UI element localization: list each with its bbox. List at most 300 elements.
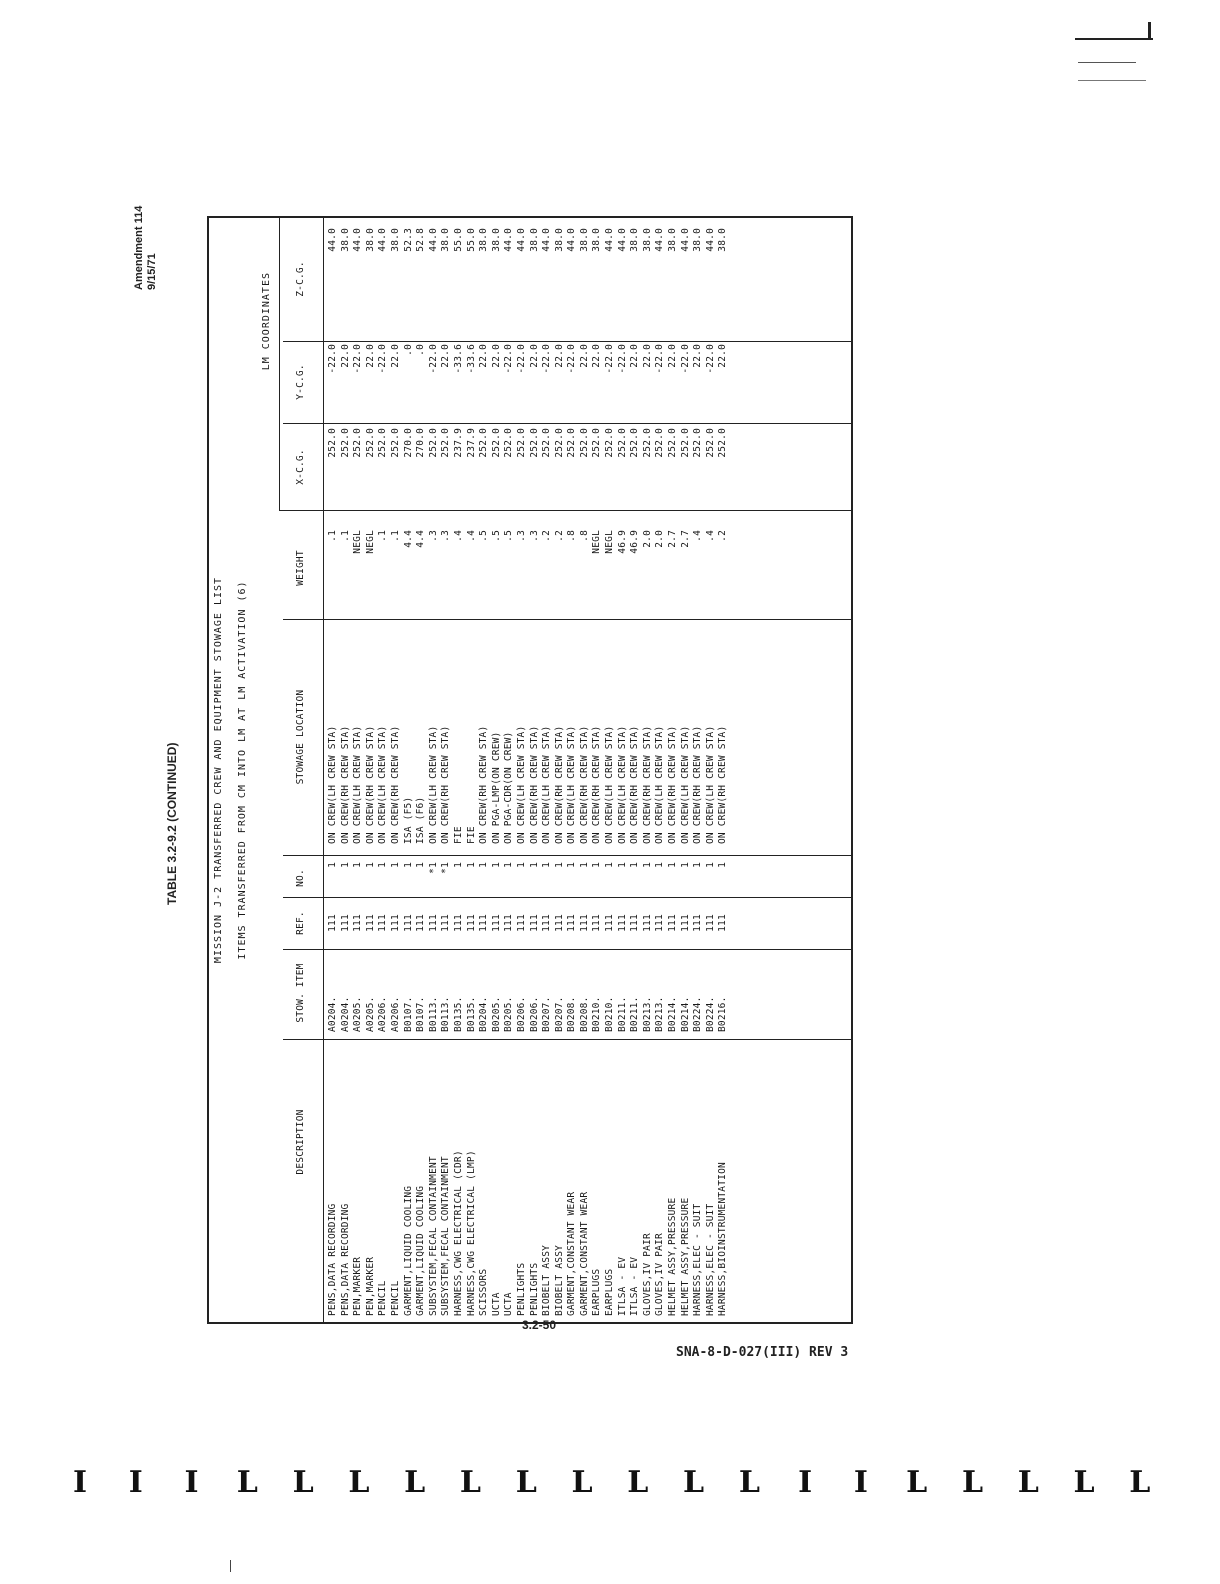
row-x-cg: 252.0: [566, 428, 578, 458]
edge-mark: L: [1017, 1464, 1039, 1500]
row-y-cg: -22.0: [616, 344, 628, 374]
row-z-cg: 44.0: [352, 228, 364, 252]
row-y-cg: 22.0: [629, 344, 641, 368]
row-location: ON CREW(LH CREW STA): [327, 725, 338, 844]
row-no: 1: [616, 862, 628, 868]
row-description: UCTA: [503, 1292, 515, 1316]
row-y-cg: .0: [415, 344, 427, 356]
corner-mark: [1075, 38, 1153, 40]
table-row: [466, 218, 479, 1322]
row-x-cg: 252.0: [528, 428, 540, 458]
row-no: 1: [478, 862, 490, 868]
row-x-cg: 252.0: [591, 428, 603, 458]
row-z-cg: 44.0: [604, 228, 616, 252]
stowage-table: [207, 216, 853, 1324]
col-item: STOW. ITEM: [295, 963, 306, 1023]
row-weight: .4: [452, 530, 464, 542]
row-y-cg: 22.0: [717, 344, 729, 368]
row-item: B0207.: [553, 996, 565, 1032]
row-location: ON CREW(RH CREW STA): [591, 725, 603, 844]
document-id: SNA-8-D-027(III) REV 3: [676, 1345, 849, 1360]
row-ref: 111: [629, 914, 641, 932]
row-weight: NEGL: [604, 530, 616, 554]
row-description: PENS,DATA RECORDING: [327, 1203, 338, 1316]
row-no: 1: [503, 862, 515, 868]
row-ref: 111: [478, 914, 490, 932]
row-no: 1: [679, 862, 691, 868]
table-row: [428, 218, 441, 1322]
row-y-cg: 22.0: [528, 344, 540, 368]
row-weight: 46.9: [629, 530, 641, 554]
table-row: [566, 218, 579, 1322]
table-body: [327, 218, 730, 1322]
row-ref: 111: [616, 914, 628, 932]
row-ref: 111: [389, 914, 401, 932]
row-ref: 111: [427, 914, 439, 932]
row-item: A0205.: [364, 996, 376, 1032]
edge-mark: I: [72, 1464, 88, 1500]
row-x-cg: 252.0: [389, 428, 401, 458]
row-item: B0113.: [427, 996, 439, 1032]
row-x-cg: 252.0: [352, 428, 364, 458]
row-description: SUBSYSTEM,FECAL CONTAINMENT: [427, 1156, 439, 1316]
row-item: B0224.: [704, 996, 716, 1032]
edge-mark: L: [1073, 1464, 1095, 1500]
row-description: HARNESS,ELEC - SUIT: [692, 1203, 704, 1316]
row-ref: 111: [667, 914, 679, 932]
rotated-table-wrapper: [207, 216, 853, 1324]
row-x-cg: 252.0: [364, 428, 376, 458]
row-no: 1: [528, 862, 540, 868]
row-weight: 2.7: [679, 530, 691, 548]
row-location: ON CREW(RH CREW STA): [717, 725, 729, 844]
row-x-cg: 252.0: [616, 428, 628, 458]
row-description: ITLSA - EV: [616, 1256, 628, 1316]
row-z-cg: 38.0: [490, 228, 502, 252]
row-z-cg: 44.0: [541, 228, 553, 252]
edge-mark: L: [236, 1464, 258, 1500]
table-row: [629, 218, 642, 1322]
table-subtitle: ITEMS TRANSFERRED FROM CM INTO LM AT LM ACTIVATION (6): [237, 580, 248, 960]
row-item: B0210.: [591, 996, 603, 1032]
row-ref: 111: [503, 914, 515, 932]
row-no: 1: [490, 862, 502, 868]
edge-mark: L: [1129, 1464, 1151, 1500]
row-ref: 111: [541, 914, 553, 932]
row-location: ON CREW(LH CREW STA): [704, 725, 716, 844]
row-weight: 2.0: [654, 530, 666, 548]
row-item: B0210.: [604, 996, 616, 1032]
row-description: ITLSA - EV: [629, 1256, 641, 1316]
row-description: HELMET ASSY,PRESSURE: [667, 1197, 679, 1316]
row-z-cg: 38.0: [528, 228, 540, 252]
row-item: B0207.: [541, 996, 553, 1032]
row-location: ON CREW(RH CREW STA): [478, 725, 490, 844]
table-row: [377, 218, 390, 1322]
amendment-note: [133, 206, 159, 290]
row-z-cg: 44.0: [566, 228, 578, 252]
table-row: [440, 218, 453, 1322]
row-z-cg: 44.0: [616, 228, 628, 252]
row-y-cg: 22.0: [440, 344, 452, 368]
row-item: B0107.: [415, 996, 427, 1032]
table-row: [365, 218, 378, 1322]
row-description: BIOBELT ASSY: [541, 1244, 553, 1316]
row-location: ON CREW(LH CREW STA): [515, 725, 527, 844]
row-no: 1: [591, 862, 603, 868]
row-location: ON CREW(LH CREW STA): [679, 725, 691, 844]
row-description: HARNESS,BIOINSTRUMENTATION: [717, 1162, 729, 1316]
row-location: ON CREW(LH CREW STA): [377, 725, 389, 844]
row-no: 1: [352, 862, 364, 868]
row-weight: .2: [541, 530, 553, 542]
table-row: [478, 218, 491, 1322]
edge-mark: I: [184, 1464, 199, 1500]
col-description: DESCRIPTION: [295, 1109, 306, 1175]
row-no: 1: [339, 862, 351, 868]
edge-mark: L: [459, 1464, 482, 1500]
row-description: GARMENT,LIQUID COOLING: [402, 1185, 414, 1316]
row-location: ON CREW(LH CREW STA): [566, 725, 578, 844]
row-z-cg: 38.0: [389, 228, 401, 252]
row-weight: .2: [717, 530, 729, 542]
row-z-cg: 38.0: [578, 228, 590, 252]
row-ref: 111: [591, 914, 603, 932]
row-location: ON CREW(LH CREW STA): [654, 725, 666, 844]
col-y: Y-C.G.: [295, 364, 306, 400]
row-description: EARPLUGS: [591, 1268, 603, 1316]
row-weight: .1: [339, 530, 351, 542]
row-z-cg: 44.0: [327, 228, 338, 252]
row-y-cg: 22.0: [490, 344, 502, 368]
row-item: B0213.: [654, 996, 666, 1032]
edge-mark: L: [738, 1464, 760, 1500]
table-caption: TABLE 3.2-9.2 (CONTINUED): [165, 742, 179, 905]
row-ref: 111: [452, 914, 464, 932]
row-ref: 111: [528, 914, 540, 932]
row-ref: 111: [604, 914, 616, 932]
row-x-cg: 252.0: [704, 428, 716, 458]
row-location: ON CREW(RH CREW STA): [553, 725, 565, 844]
row-x-cg: 252.0: [541, 428, 553, 458]
row-z-cg: 44.0: [377, 228, 389, 252]
table-row: [491, 218, 504, 1322]
edge-mark: L: [683, 1464, 705, 1500]
row-location: ON CREW(RH CREW STA): [667, 725, 679, 844]
row-x-cg: 270.0: [402, 428, 414, 458]
row-location: ON PGA-CDR(ON CREW): [503, 731, 515, 844]
row-weight: 4.4: [415, 530, 427, 548]
row-z-cg: 38.0: [629, 228, 641, 252]
row-ref: 111: [654, 914, 666, 932]
row-z-cg: 55.0: [452, 228, 464, 252]
row-x-cg: 252.0: [641, 428, 653, 458]
row-x-cg: 270.0: [415, 428, 427, 458]
col-weight: WEIGHT: [295, 550, 306, 586]
table-row: [340, 218, 353, 1322]
row-description: PENCIL: [377, 1280, 389, 1316]
row-item: B0224.: [692, 996, 704, 1032]
amendment-date: 9/15/71: [146, 253, 158, 290]
row-weight: NEGL: [591, 530, 603, 554]
row-x-cg: 252.0: [717, 428, 729, 458]
row-description: PENLIGHTS: [528, 1262, 540, 1316]
row-weight: .1: [389, 530, 401, 542]
edge-mark: L: [515, 1464, 537, 1500]
table-row: [680, 218, 693, 1322]
row-z-cg: 38.0: [641, 228, 653, 252]
row-no: 1: [327, 862, 338, 868]
row-item: B0135.: [465, 996, 477, 1032]
row-ref: 111: [465, 914, 477, 932]
row-item: B0211.: [629, 996, 641, 1032]
row-x-cg: 252.0: [427, 428, 439, 458]
row-x-cg: 252.0: [654, 428, 666, 458]
row-location: ON CREW(RH CREW STA): [528, 725, 540, 844]
row-weight: NEGL: [364, 530, 376, 554]
row-y-cg: 22.0: [364, 344, 376, 368]
row-item: B0211.: [616, 996, 628, 1032]
row-z-cg: 52.3: [402, 228, 414, 252]
corner-mark-line: [1078, 62, 1136, 63]
row-item: A0205.: [352, 996, 364, 1032]
row-no: 1: [452, 862, 464, 868]
table-row: [591, 218, 604, 1322]
row-item: B0205.: [490, 996, 502, 1032]
edge-mark: L: [571, 1464, 593, 1500]
row-description: UCTA: [490, 1292, 502, 1316]
row-no: 1: [717, 862, 729, 868]
row-location: ON CREW(LH CREW STA): [427, 725, 439, 844]
row-z-cg: 38.0: [717, 228, 729, 252]
row-x-cg: 252.0: [578, 428, 590, 458]
corner-mark-curve: [1148, 22, 1151, 38]
col-x: X-C.G.: [295, 449, 306, 485]
row-no: 1: [389, 862, 401, 868]
row-x-cg: 252.0: [327, 428, 338, 458]
row-weight: .3: [515, 530, 527, 542]
row-weight: .2: [553, 530, 565, 542]
row-item: A0206.: [377, 996, 389, 1032]
row-description: GLOVES,IV PAIR: [654, 1233, 666, 1316]
row-x-cg: 252.0: [667, 428, 679, 458]
row-y-cg: 22.0: [339, 344, 351, 368]
row-weight: .3: [528, 530, 540, 542]
row-location: ON CREW(RH CREW STA): [389, 725, 401, 844]
row-z-cg: 44.0: [679, 228, 691, 252]
row-ref: 111: [490, 914, 502, 932]
row-description: SCISSORS: [478, 1268, 490, 1316]
table-row: [654, 218, 667, 1322]
row-z-cg: 44.0: [704, 228, 716, 252]
row-z-cg: 44.0: [427, 228, 439, 252]
row-z-cg: 52.8: [415, 228, 427, 252]
row-y-cg: 22.0: [478, 344, 490, 368]
row-description: SUBSYSTEM,FECAL CONTAINMENT: [440, 1156, 452, 1316]
row-z-cg: 38.0: [667, 228, 679, 252]
row-weight: .1: [327, 530, 338, 542]
table-row: [667, 218, 680, 1322]
row-no: 1: [604, 862, 616, 868]
row-location: ON CREW(LH CREW STA): [604, 725, 616, 844]
row-y-cg: -22.0: [515, 344, 527, 374]
edge-mark: L: [348, 1464, 370, 1500]
row-z-cg: 38.0: [478, 228, 490, 252]
row-no: 1: [465, 862, 477, 868]
row-x-cg: 252.0: [440, 428, 452, 458]
row-y-cg: 22.0: [389, 344, 401, 368]
table-row: [604, 218, 617, 1322]
row-weight: .8: [578, 530, 590, 542]
row-weight: .5: [490, 530, 502, 542]
table-row: [705, 218, 718, 1322]
row-ref: 111: [352, 914, 364, 932]
row-location: ON CREW(LH CREW STA): [352, 725, 364, 844]
row-description: PEN,MARKER: [364, 1256, 376, 1316]
row-weight: 2.0: [641, 530, 653, 548]
table-row: [617, 218, 630, 1322]
edge-mark: I: [798, 1464, 813, 1500]
row-y-cg: -22.0: [352, 344, 364, 374]
row-weight: .5: [478, 530, 490, 542]
row-y-cg: 22.0: [667, 344, 679, 368]
row-x-cg: 252.0: [604, 428, 616, 458]
row-y-cg: -22.0: [377, 344, 389, 374]
row-ref: 111: [717, 914, 729, 932]
edge-mark: L: [961, 1464, 984, 1500]
row-description: GLOVES,IV PAIR: [641, 1233, 653, 1316]
divider: [279, 218, 280, 511]
row-weight: NEGL: [352, 530, 364, 554]
row-ref: 111: [364, 914, 376, 932]
row-x-cg: 237.9: [465, 428, 477, 458]
row-weight: .1: [377, 530, 389, 542]
row-no: 1: [654, 862, 666, 868]
row-ref: 111: [704, 914, 716, 932]
row-weight: .3: [440, 530, 452, 542]
row-weight: .4: [704, 530, 716, 542]
row-no: 1: [641, 862, 653, 868]
row-description: HARNESS,ELEC - SUIT: [704, 1203, 716, 1316]
row-location: ISA (F5): [402, 796, 414, 844]
row-y-cg: 22.0: [591, 344, 603, 368]
row-y-cg: 22.0: [641, 344, 653, 368]
row-z-cg: 38.0: [440, 228, 452, 252]
col-no: NO.: [295, 869, 306, 887]
row-description: PEN,MARKER: [352, 1256, 364, 1316]
table-row: [453, 218, 466, 1322]
row-x-cg: 252.0: [515, 428, 527, 458]
col-location: STOWAGE LOCATION: [295, 689, 306, 785]
row-item: B0107.: [402, 996, 414, 1032]
row-x-cg: 252.0: [339, 428, 351, 458]
col-z: Z-C.G.: [295, 261, 306, 297]
row-location: ON CREW(RH CREW STA): [629, 725, 641, 844]
row-x-cg: 252.0: [629, 428, 641, 458]
table-row: [692, 218, 705, 1322]
table-row: [554, 218, 567, 1322]
table-row: [503, 218, 516, 1322]
row-y-cg: -22.0: [654, 344, 666, 374]
row-no: 1: [566, 862, 578, 868]
row-item: A0204.: [327, 996, 338, 1032]
row-x-cg: 252.0: [679, 428, 691, 458]
row-item: B0213.: [641, 996, 653, 1032]
row-location: ON CREW(RH CREW STA): [692, 725, 704, 844]
row-x-cg: 237.9: [452, 428, 464, 458]
row-description: GARMENT,CONSTANT WEAR: [566, 1191, 578, 1316]
row-location: ISA (F6): [415, 796, 427, 844]
row-z-cg: 38.0: [553, 228, 565, 252]
row-x-cg: 252.0: [692, 428, 704, 458]
row-location: ON CREW(RH CREW STA): [440, 725, 452, 844]
row-location: ON CREW(LH CREW STA): [541, 725, 553, 844]
row-item: B0208.: [578, 996, 590, 1032]
row-weight: 4.4: [402, 530, 414, 548]
film-edge-marks: [60, 1462, 1160, 1502]
row-x-cg: 252.0: [377, 428, 389, 458]
corner-mark-line: [1078, 80, 1146, 81]
row-ref: 111: [440, 914, 452, 932]
table-row: [541, 218, 554, 1322]
row-ref: 111: [327, 914, 338, 932]
row-no: 1: [629, 862, 641, 868]
row-z-cg: 44.0: [515, 228, 527, 252]
row-y-cg: -22.0: [503, 344, 515, 374]
row-description: GARMENT,CONSTANT WEAR: [578, 1191, 590, 1316]
row-description: HARNESS,CWG ELECTRICAL (CDR): [452, 1150, 464, 1316]
table-row: [390, 218, 403, 1322]
row-location: ON CREW(LH CREW STA): [616, 725, 628, 844]
table-title: MISSION J-2 TRANSFERRED CREW AND EQUIPMENT STOWAGE LIST: [213, 576, 224, 964]
row-description: PENCIL: [389, 1280, 401, 1316]
edge-mark: L: [292, 1464, 314, 1500]
row-item: B0204.: [478, 996, 490, 1032]
row-no: 1: [692, 862, 704, 868]
row-no: 1: [377, 862, 389, 868]
amendment-number: Amendment 114: [133, 205, 145, 290]
row-description: HELMET ASSY,PRESSURE: [679, 1197, 691, 1316]
row-weight: .5: [503, 530, 515, 542]
row-item: B0206.: [528, 996, 540, 1032]
row-item: B0135.: [452, 996, 464, 1032]
edge-mark: L: [627, 1464, 649, 1500]
row-z-cg: 44.0: [654, 228, 666, 252]
row-no: 1: [553, 862, 565, 868]
row-item: B0214.: [667, 996, 679, 1032]
row-no: 1: [415, 862, 427, 868]
row-item: B0208.: [566, 996, 578, 1032]
row-z-cg: 55.0: [465, 228, 477, 252]
row-no: 1: [364, 862, 376, 868]
row-ref: 111: [515, 914, 527, 932]
row-item: A0206.: [389, 996, 401, 1032]
col-ref: REF.: [295, 911, 306, 935]
row-weight: .3: [427, 530, 439, 542]
row-description: GARMENT,LIQUID COOLING: [415, 1185, 427, 1316]
row-location: ON CREW(RH CREW STA): [364, 725, 376, 844]
row-z-cg: 38.0: [364, 228, 376, 252]
row-y-cg: -33.6: [465, 344, 477, 374]
row-x-cg: 252.0: [503, 428, 515, 458]
edge-mark: I: [853, 1464, 868, 1500]
row-ref: 111: [679, 914, 691, 932]
table-row: [717, 218, 730, 1322]
table-row: [352, 218, 365, 1322]
row-no: 1: [402, 862, 414, 868]
row-y-cg: -22.0: [679, 344, 691, 374]
table-row: [403, 218, 416, 1322]
